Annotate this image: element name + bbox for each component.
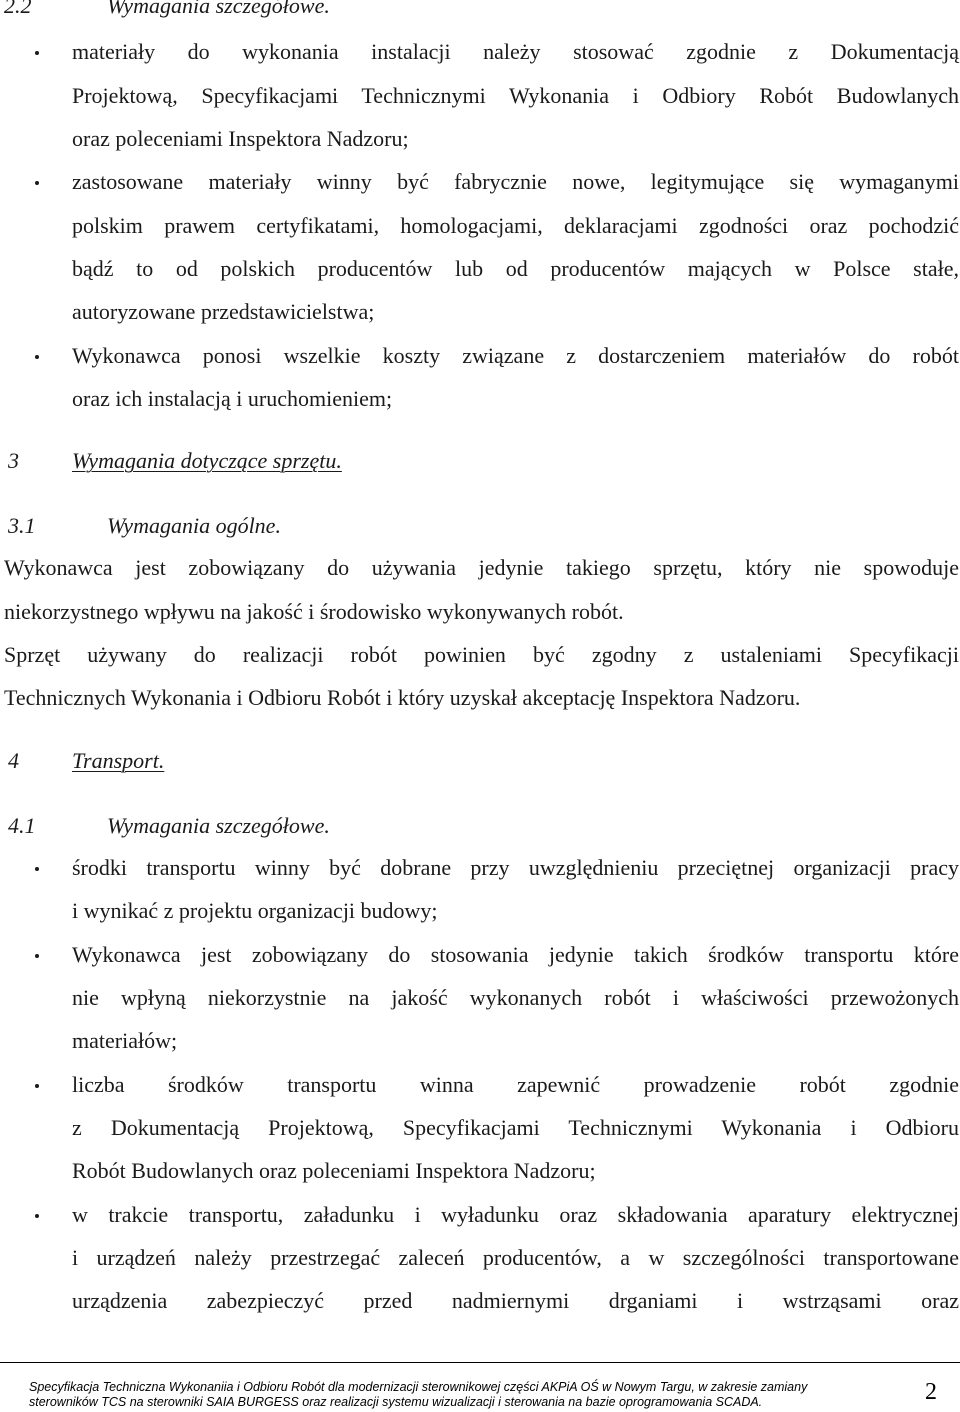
section-3-number: 3 (8, 448, 19, 473)
section-2-2-title: Wymagania szczegółowe. (107, 0, 330, 18)
section-3-title: Wymagania dotyczące sprzętu. (72, 448, 342, 473)
page-number: 2 (925, 1379, 937, 1405)
text-line: materiałów; (72, 1028, 178, 1053)
bullet-icon (35, 181, 39, 185)
text-line: nie wpłyną niekorzystnie na jakość wykonanych robót i właściwości przewożonych (72, 985, 959, 1010)
text-line: Projektową, Specyfikacjami Technicznymi Wykonania i Odbiory Robót Budowlanych (72, 83, 959, 108)
text-line: autoryzowane przedstawicielstwa; (72, 299, 375, 324)
bullet-icon (35, 954, 39, 958)
text-line: Wykonawca jest zobowiązany do używania jedynie takiego sprzętu, który nie spowoduje (4, 555, 959, 580)
section-4-1-title: Wymagania szczegółowe. (107, 813, 330, 838)
text-line: z Dokumentacją Projektową, Specyfikacjami Technicznymi Wykonania i Odbioru (72, 1115, 959, 1140)
bullet-icon (35, 51, 39, 55)
bullet-icon (35, 1084, 39, 1088)
section-3-1-number: 3.1 (8, 513, 36, 538)
text-line: polskim prawem certyfikatami, homologacjami, deklaracjami zgodności oraz pochodzić (72, 213, 959, 238)
section-2-2-number: 2.2 (4, 0, 32, 18)
text-line: Sprzęt używany do realizacji robót powinien być zgodny z ustaleniami Specyfikacji (4, 642, 959, 667)
text-line: i urządzeń należy przestrzegać zaleceń producentów, a w szczególności transportowane (72, 1245, 959, 1270)
footer-text-line-2: sterowników TCS na sterowniki SAIA BURGESS oraz realizacji systemu wizualizacji i sterowania na bazie oprogramowania SCADA. (29, 1395, 763, 1409)
text-line: oraz ich instalacją i uruchomieniem; (72, 386, 393, 411)
text-line: i wynikać z projektu organizacji budowy; (72, 898, 438, 923)
bullet-icon (35, 1214, 39, 1218)
text-line: materiały do wykonania instalacji należy stosować zgodnie z Dokumentacją (72, 39, 959, 64)
text-line: liczba środków transportu winna zapewnić prowadzenie robót zgodnie (72, 1072, 959, 1097)
text-line: Technicznych Wykonania i Odbioru Robót i który uzyskał akceptację Inspektora Nadzoru. (4, 685, 801, 710)
footer-divider (0, 1362, 960, 1363)
text-line: oraz poleceniami Inspektora Nadzoru; (72, 126, 409, 151)
text-line: urządzenia zabezpieczyć przed nadmiernymi drganiami i wstrząsami oraz (72, 1288, 959, 1313)
text-line: Wykonawca jest zobowiązany do stosowania jedynie takich środków transportu które (72, 942, 959, 967)
text-line: Wykonawca ponosi wszelkie koszty związane z dostarczeniem materiałów do robót (72, 343, 959, 368)
text-line: w trakcie transportu, załadunku i wyładunku oraz składowania aparatury elektrycznej (72, 1202, 959, 1227)
text-line: Robót Budowlanych oraz poleceniami Inspektora Nadzoru; (72, 1158, 596, 1183)
section-4-number: 4 (8, 748, 19, 773)
section-4-1-number: 4.1 (8, 813, 36, 838)
text-line: zastosowane materiały winny być fabrycznie nowe, legitymujące się wymaganymi (72, 169, 959, 194)
footer-text-line-1: Specyfikacja Techniczna Wykonaniia i Odbioru Robót dla modernizacji sterownikowej części AKPiA OŚ w Nowym Targu, w zakresie zamiany (29, 1380, 808, 1394)
bullet-icon (35, 867, 39, 871)
section-4-title: Transport. (72, 748, 165, 773)
text-line: niekorzystnego wpływu na jakość i środowisko wykonywanych robót. (4, 599, 624, 624)
text-line: bądź to od polskich producentów lub od producentów mających w Polsce stałe, (72, 256, 959, 281)
section-3-1-title: Wymagania ogólne. (107, 513, 281, 538)
bullet-icon (35, 355, 39, 359)
text-line: środki transportu winny być dobrane przy uwzględnieniu przeciętnej organizacji pracy (72, 855, 959, 880)
